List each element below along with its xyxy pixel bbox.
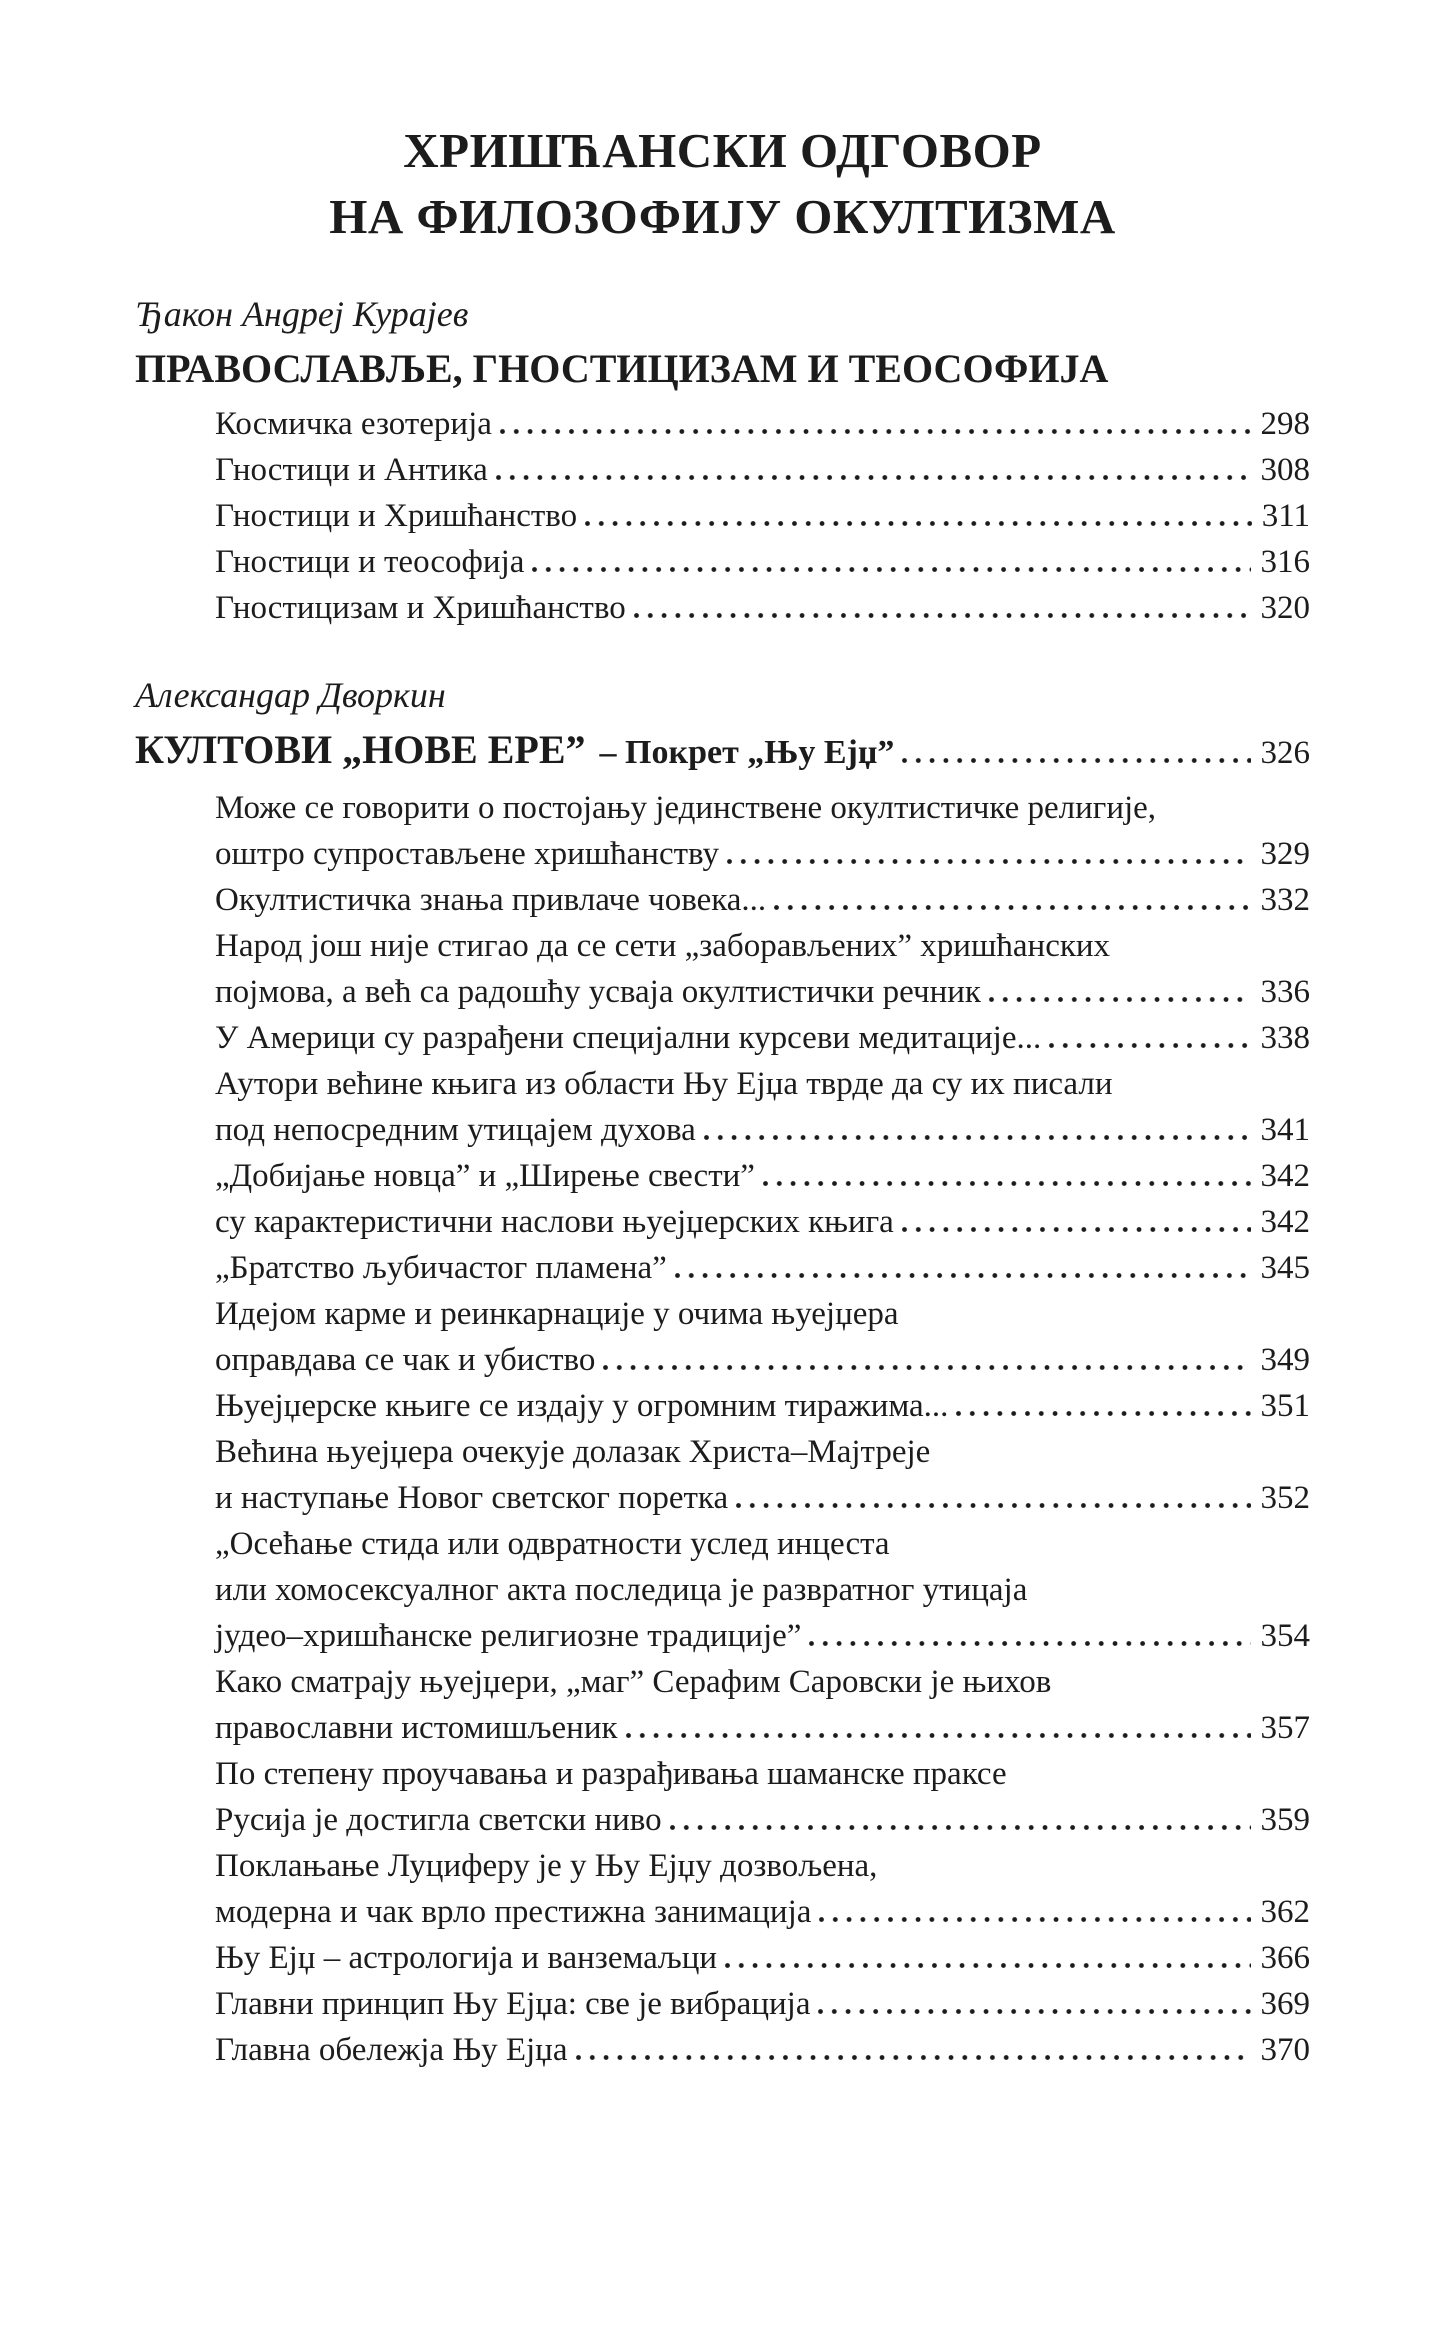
section-entries xyxy=(135,401,1310,631)
toc-entry-label: Аутори већине књига из области Њу Ејџа тврде да су их писали xyxy=(215,1066,1113,1102)
toc-entry-label: Може се говорити о постојању јединствене окултистичке религије, xyxy=(215,790,1157,826)
toc-entry-label: У Америци су разрађени специјални курсеви медитације... xyxy=(215,1020,1042,1056)
toc-entry-line xyxy=(215,2027,1310,2073)
toc-entry xyxy=(215,1521,1310,1659)
toc-section xyxy=(135,288,1310,631)
page-number: 332 xyxy=(1260,882,1310,918)
page-number: 352 xyxy=(1260,1480,1310,1516)
toc-entry-label: Русија је достигла светски ниво xyxy=(215,1802,662,1838)
page-number: 342 xyxy=(1260,1158,1310,1194)
toc-entry-line xyxy=(215,1521,1310,1567)
page-number: 320 xyxy=(1260,590,1310,626)
toc-entry-label: Гностицизам и Хришћанство xyxy=(215,590,626,626)
toc-entry xyxy=(215,1199,1310,1245)
toc-entry xyxy=(215,1245,1310,1291)
toc-entry-label: јудео–хришћанске религиозне традиције” xyxy=(215,1618,802,1654)
toc-entry-label: „Братство љубичастог пламена” xyxy=(215,1250,667,1286)
toc-entry-label: По степену проучавања и разрађивања шаманске праксе xyxy=(215,1756,1007,1792)
toc-entry xyxy=(215,1429,1310,1521)
toc-entry xyxy=(215,1981,1310,2027)
toc-entry-label: Гностици и Хришћанство xyxy=(215,498,578,534)
section-heading-text: КУЛТОВИ „НОВЕ ЕРЕ” xyxy=(135,727,586,772)
toc-entry xyxy=(215,1153,1310,1199)
toc-entry-line xyxy=(215,1935,1310,1981)
toc-entry-line xyxy=(215,1475,1310,1521)
toc-entry-line xyxy=(215,1567,1310,1613)
toc-entry-label: „Осећање стида или одвратности услед инцеста xyxy=(215,1526,890,1562)
toc-entry-line xyxy=(215,877,1310,923)
page-number: 366 xyxy=(1260,1940,1310,1976)
toc-entry-label: или хомосексуалног акта последица је развратног утицаја xyxy=(215,1572,1028,1608)
toc-entry-label: оправдава се чак и убиство xyxy=(215,1342,596,1378)
toc-entry-line xyxy=(215,1015,1310,1061)
book-title xyxy=(135,0,1310,250)
section-heading xyxy=(135,340,1310,398)
toc-entry-line xyxy=(215,1751,1310,1797)
toc-entry xyxy=(215,1383,1310,1429)
toc-entry-label: Поклањање Луциферу је у Њу Ејџу дозвољена, xyxy=(215,1848,878,1884)
page-number: 362 xyxy=(1260,1894,1310,1930)
section-author: Александар Дворкин xyxy=(135,675,446,715)
toc-entry-line xyxy=(215,1245,1310,1291)
toc-entry-line xyxy=(215,831,1310,877)
toc-entry-line xyxy=(215,1199,1310,1245)
toc-entry xyxy=(215,1291,1310,1383)
toc-entry-line xyxy=(215,1797,1310,1843)
section-heading xyxy=(135,721,1310,782)
toc-entry-label: Како сматрају њуејџери, „маг” Серафим Саровски је њихов xyxy=(215,1664,1052,1700)
toc-entry xyxy=(215,1751,1310,1843)
page-number: 336 xyxy=(1260,974,1310,1010)
page-number: 338 xyxy=(1260,1020,1310,1056)
toc-entry xyxy=(215,401,1310,447)
toc-entry-label: оштро супростављене хришћанству xyxy=(215,836,719,872)
toc-entry-label: Главна обележја Њу Ејџа xyxy=(215,2032,568,2068)
toc-entry xyxy=(215,877,1310,923)
toc-entry-label: Главни принцип Њу Ејџа: све је вибрација xyxy=(215,1986,811,2022)
toc-entry-line xyxy=(215,1843,1310,1889)
page-number: 326 xyxy=(1260,735,1310,771)
toc-entry-line xyxy=(215,1061,1310,1107)
page-number: 370 xyxy=(1260,2032,1310,2068)
page-number: 351 xyxy=(1260,1388,1310,1424)
toc-entry-line xyxy=(215,1337,1310,1383)
toc-entry-line xyxy=(215,447,1310,493)
page-number: 357 xyxy=(1260,1710,1310,1746)
page-number: 349 xyxy=(1260,1342,1310,1378)
toc-entry-line xyxy=(215,785,1310,831)
toc-entry-label: православни истомишљеник xyxy=(215,1710,618,1746)
toc-entry-line xyxy=(215,969,1310,1015)
toc-entry xyxy=(215,539,1310,585)
toc-entry-line xyxy=(215,1153,1310,1199)
toc-entry-label: и наступање Новог светског поретка xyxy=(215,1480,729,1516)
page-number: 308 xyxy=(1260,452,1310,488)
page-number: 329 xyxy=(1260,836,1310,872)
toc-entry-line xyxy=(215,539,1310,585)
toc-entry-label: су карактеристични наслови њуејџерских књига xyxy=(215,1204,894,1240)
toc-entry-line xyxy=(215,1107,1310,1153)
toc-entry-line xyxy=(215,585,1310,631)
section-heading-text: ПРАВОСЛАВЉЕ, ГНОСТИЦИЗАМ И ТЕОСОФИЈА xyxy=(135,346,1109,391)
toc-entry-line xyxy=(215,1429,1310,1475)
page-number: 354 xyxy=(1260,1618,1310,1654)
section-author: Ђакон Андреј Курајев xyxy=(135,294,469,334)
toc-entry xyxy=(215,1061,1310,1153)
section-heading-subtitle: – Покрет „Њу Ејџ” xyxy=(599,734,895,771)
page-number: 341 xyxy=(1260,1112,1310,1148)
toc-entry xyxy=(215,1015,1310,1061)
toc-entry-line xyxy=(215,1383,1310,1429)
page-number: 345 xyxy=(1260,1250,1310,1286)
toc-entry-label: појмова, а већ са радошћу усваја окултистички речник xyxy=(215,974,981,1010)
toc-entry xyxy=(215,1843,1310,1935)
toc-entry xyxy=(215,1935,1310,1981)
toc-entry-label: Идејом карме и реинкарнације у очима њуејџера xyxy=(215,1296,899,1332)
toc-entry-label: Гностици и теософија xyxy=(215,544,525,580)
toc-entry-label: Космичка езотерија xyxy=(215,406,492,442)
toc-entry xyxy=(215,2027,1310,2073)
toc-entry-label: „Добијање новца” и „Ширење свести” xyxy=(215,1158,755,1194)
book-title-line-1: ХРИШЋАНСКИ ОДГОВОР xyxy=(403,123,1042,178)
toc-entry-line xyxy=(215,923,1310,969)
section-entries xyxy=(135,785,1310,2073)
toc-entry-line xyxy=(215,1705,1310,1751)
toc-section xyxy=(135,669,1310,2073)
page-number: 316 xyxy=(1260,544,1310,580)
toc-entry-label: под непосредним утицајем духова xyxy=(215,1112,696,1148)
page-number: 342 xyxy=(1260,1204,1310,1240)
toc-entry-line xyxy=(215,401,1310,447)
page-number: 311 xyxy=(1261,498,1310,534)
toc-entry-line xyxy=(215,1889,1310,1935)
book-title-line-2: НА ФИЛОЗОФИЈУ ОКУЛТИЗМА xyxy=(329,189,1116,244)
page-number: 369 xyxy=(1260,1986,1310,2022)
toc-entry-label: модерна и чак врло престижна занимација xyxy=(215,1894,812,1930)
table-of-contents xyxy=(135,288,1310,2073)
toc-entry xyxy=(215,493,1310,539)
page-number: 298 xyxy=(1260,406,1310,442)
toc-entry xyxy=(215,447,1310,493)
toc-entry xyxy=(215,1659,1310,1751)
toc-entry xyxy=(215,585,1310,631)
toc-entry-line xyxy=(215,493,1310,539)
toc-entry-label: Окултистичка знања привлаче човека... xyxy=(215,882,767,918)
toc-entry-line xyxy=(215,1981,1310,2027)
toc-entry-label: Њуејџерске књиге се издају у огромним тиражима... xyxy=(215,1388,949,1424)
toc-entry-line xyxy=(215,1613,1310,1659)
page-number: 359 xyxy=(1260,1802,1310,1838)
toc-entry-line xyxy=(215,1291,1310,1337)
toc-entry-label: Гностици и Антика xyxy=(215,452,488,488)
toc-entry-line xyxy=(215,1659,1310,1705)
toc-entry xyxy=(215,785,1310,877)
toc-entry xyxy=(215,923,1310,1015)
toc-entry-label: Већина њуејџера очекује долазак Христа–Мајтреје xyxy=(215,1434,931,1470)
toc-entry-label: Народ још није стигао да се сети „заборављених” хришћанских xyxy=(215,928,1111,964)
toc-entry-label: Њу Ејџ – астрологија и ванземаљци xyxy=(215,1940,718,1976)
